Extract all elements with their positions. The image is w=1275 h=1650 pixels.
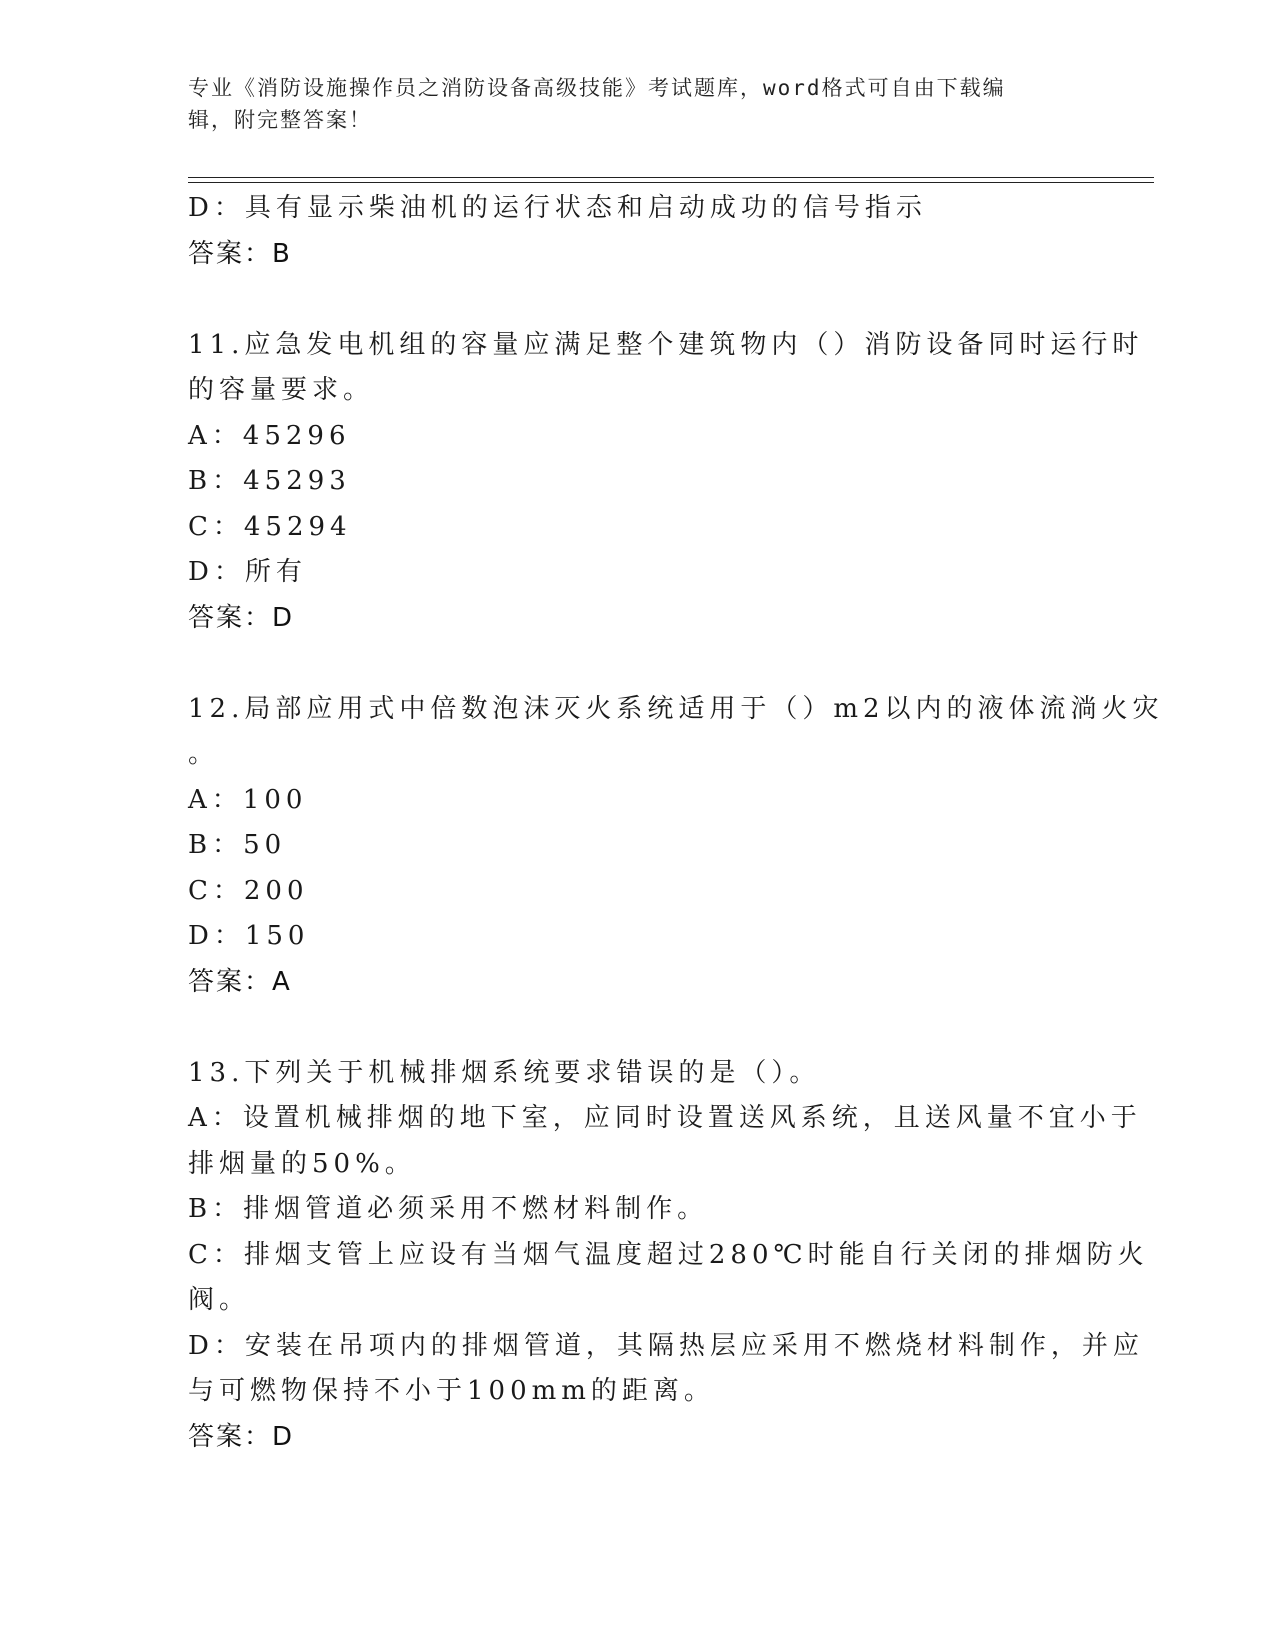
option-d: D：安装在吊项内的排烟管道，其隔热层应采用不燃烧材料制作，并应 — [188, 1330, 1144, 1361]
answer-label: 答案：B — [188, 238, 292, 269]
header-line-2: 辑，附完整答案！ — [188, 108, 372, 132]
option-b: B：排烟管道必须采用不燃材料制作。 — [188, 1194, 709, 1224]
spacer — [188, 277, 1088, 323]
option-c: C：200 — [188, 875, 309, 906]
option-d: D：所有 — [188, 557, 307, 587]
header-rule-bottom — [188, 182, 1154, 183]
question-list — [188, 186, 1164, 1460]
spacer — [188, 1005, 1088, 1051]
option-b: B：50 — [188, 830, 287, 860]
option-d-continued: 与可燃物保持不小于100mm的距离。 — [188, 1376, 715, 1406]
question-stem-continued: 。 — [188, 739, 220, 769]
option-a: A：45296 — [188, 420, 351, 451]
option-d: D：150 — [188, 921, 310, 951]
question-stem: 12.局部应用式中倍数泡沫灭火系统适用于（）m2以内的液体流淌火灾 — [188, 693, 1164, 724]
answer-label: 答案：D — [188, 602, 295, 633]
question-13 — [188, 1051, 1149, 1461]
header-line-1: 专业《消防设施操作员之消防设备高级技能》考试题库，word格式可自由下载编 — [188, 76, 1006, 100]
page-header — [188, 72, 1088, 136]
question-10-tail — [188, 186, 1088, 277]
option-a-continued: 排烟量的50%。 — [188, 1148, 416, 1179]
header-rule-top — [188, 177, 1154, 178]
option-a: A：100 — [188, 784, 308, 815]
option-c: C：排烟支管上应设有当烟气温度超过280℃时能自行关闭的排烟防火 — [188, 1239, 1149, 1270]
spacer — [188, 641, 1088, 687]
option-b: B：45293 — [188, 466, 351, 496]
option-c: C：45294 — [188, 511, 352, 542]
answer-label: 答案：D — [188, 1421, 295, 1452]
question-stem: 11.应急发电机组的容量应满足整个建筑物内（）消防设备同时运行时 — [188, 329, 1144, 360]
question-stem-continued: 的容量要求。 — [188, 375, 375, 405]
option-a: A：设置机械排烟的地下室，应同时设置送风系统，且送风量不宜小于 — [188, 1103, 1142, 1133]
question-11 — [188, 323, 1144, 642]
question-12 — [188, 687, 1164, 1006]
option-c-continued: 阀。 — [188, 1285, 251, 1315]
option-d: D：具有显示柴油机的运行状态和启动成功的信号指示 — [188, 193, 927, 223]
question-stem: 13.下列关于机械排烟系统要求错误的是（）。 — [188, 1057, 821, 1088]
answer-label: 答案：A — [188, 966, 292, 997]
